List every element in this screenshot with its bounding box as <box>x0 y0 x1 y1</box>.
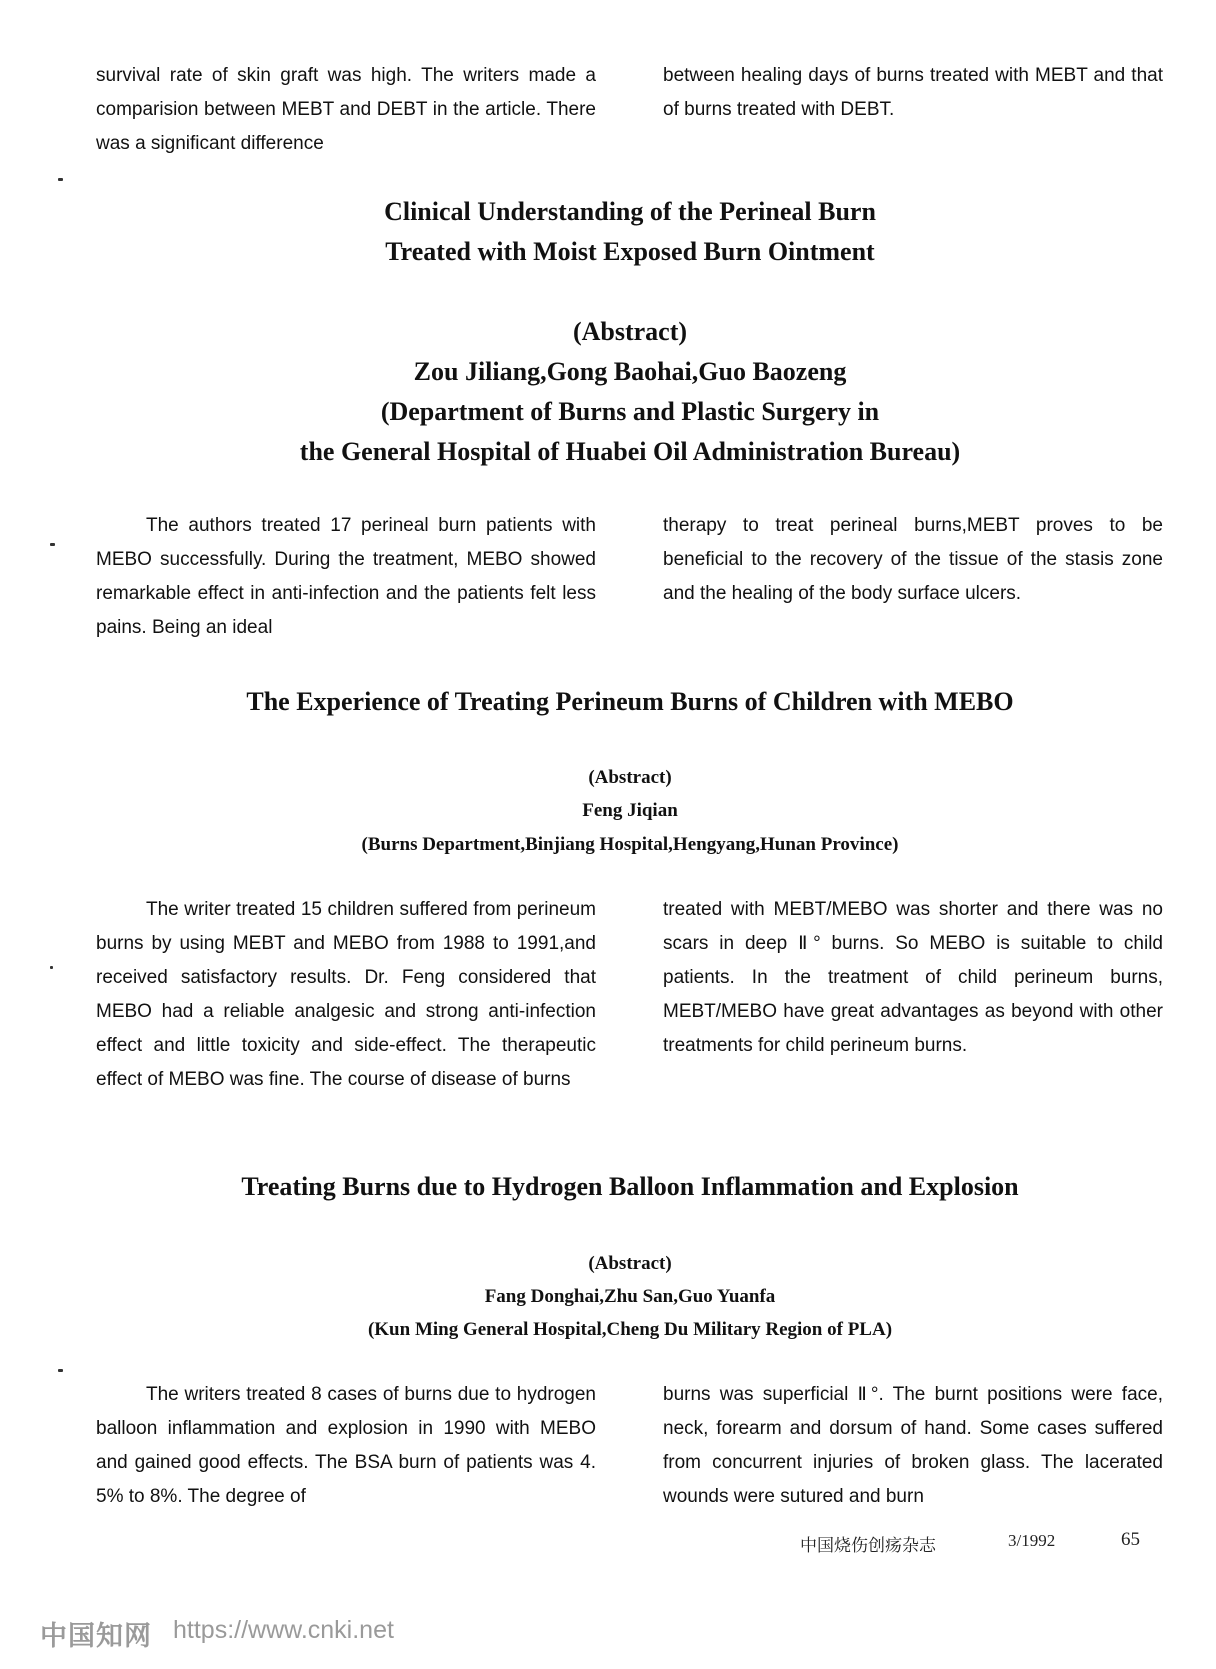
page-number: 65 <box>1121 1529 1140 1550</box>
scan-speck <box>50 966 53 969</box>
article1-title-line2: Treated with Moist Exposed Burn Ointment <box>385 237 875 266</box>
article1-affiliation-line2: the General Hospital of Huabei Oil Administration Bureau) <box>299 437 961 466</box>
article3-body-left: The writers treated 8 cases of burns due to hydrogen balloon inflammation and explosion in 1990 with MEBO and gained good effects. The BSA burn of patients was 4. 5% to 8%. The degree of <box>96 1384 596 1507</box>
article2-authors: Feng Jiqian <box>582 800 678 821</box>
intro-right-column: between healing days of burns treated with MEBT and that of burns treated with DEBT. <box>663 65 1163 120</box>
scan-speck <box>50 543 55 546</box>
article1-authors: Zou Jiliang,Gong Baohai,Guo Baozeng <box>413 357 847 386</box>
watermark-url: https://www.cnki.net <box>173 1616 394 1644</box>
article2-affiliation: (Burns Department,Binjiang Hospital,Hengyang,Hunan Province) <box>361 834 899 855</box>
article2-body-right: treated with MEBT/MEBO was shorter and there was no scars in deep Ⅱ° burns. So MEBO is suitable to child patients. In the treatment of child perineum burns, MEBT/MEBO have great advantages as beyond with other treatments for child perineum burns. <box>663 899 1163 1056</box>
article3-title: Treating Burns due to Hydrogen Balloon Inflammation and Explosion <box>241 1172 1019 1201</box>
footer-journal-name: 中国烧伤创疡杂志 <box>800 1536 936 1555</box>
article1-abstract-label: (Abstract) <box>572 317 688 346</box>
article1-body-right: therapy to treat perineal burns,MEBT proves to be beneficial to the recovery of the tissue of the stasis zone and the healing of the body surface ulcers. <box>663 515 1163 604</box>
article2-abstract-label: (Abstract) <box>588 767 672 788</box>
article2-body-left: The writer treated 15 children suffered from perineum burns by using MEBT and MEBO from 1988 to 1991,and received satisfactory results. Dr. Feng considered that MEBO had a reliable analgesic and strong anti-infection effect and little toxicity and side-effect. The therapeutic effect of MEBO was fine. The course of disease of burns <box>96 899 596 1090</box>
footer-issue: 3/1992 <box>1008 1531 1056 1550</box>
article2-title: The Experience of Treating Perineum Burns of Children with MEBO <box>246 687 1014 716</box>
article3-authors: Fang Donghai,Zhu San,Guo Yuanfa <box>484 1286 776 1307</box>
article3-affiliation: (Kun Ming General Hospital,Cheng Du Military Region of PLA) <box>367 1319 893 1340</box>
article1-title-line1: Clinical Understanding of the Perineal Burn <box>384 197 876 226</box>
article3-abstract-label: (Abstract) <box>588 1253 672 1274</box>
article1-affiliation-line1: (Department of Burns and Plastic Surgery in <box>380 397 880 426</box>
article1-body-left: The authors treated 17 perineal burn patients with MEBO successfully. During the treatment, MEBO showed remarkable effect in anti-infection and the patients felt less pains. Being an ideal <box>96 515 596 638</box>
scan-speck <box>58 1369 63 1372</box>
scan-speck <box>58 178 63 181</box>
article3-body-right: burns was superficial Ⅱ°. The burnt positions were face, neck, forearm and dorsum of hand. Some cases suffered from concurrent injuries of broken glass. The lacerated wounds were sutured and burn <box>663 1384 1163 1507</box>
watermark-brand: 中国知网 <box>40 1621 152 1651</box>
intro-left-column: survival rate of skin graft was high. The writers made a comparision between MEBT and DEBT in the article. There was a significant difference <box>96 65 596 154</box>
